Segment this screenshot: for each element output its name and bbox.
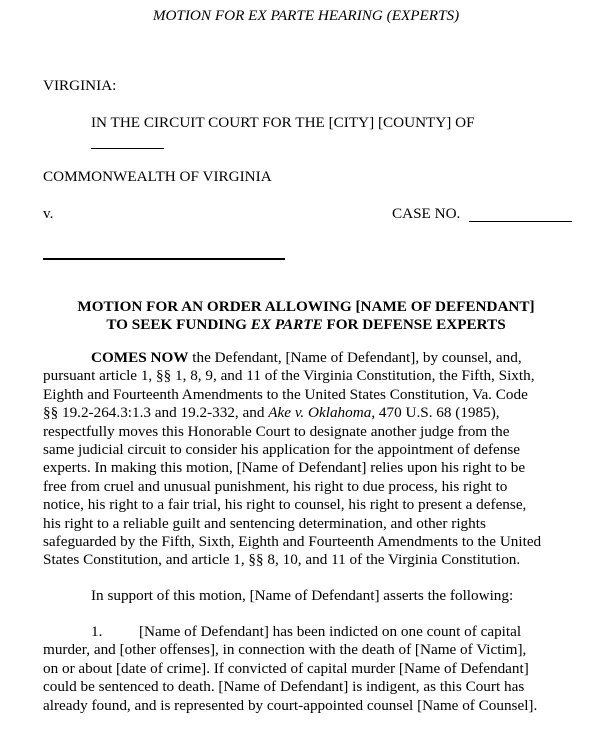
motion-heading [0, 298, 612, 334]
numbered-item-1 [43, 623, 573, 715]
heading-line-2 [0, 316, 612, 334]
text-line [43, 404, 573, 422]
text-run: [Name of Defendant] has been indicted on one count of capital [139, 623, 522, 640]
case-number-label: CASE NO. [392, 205, 461, 222]
text-line: pursuant article 1, §§ 1, 8, 9, and 11 of the Virginia Constitution, the Fifth, Sixth, [43, 367, 535, 385]
text-run: §§ 19.2-264.3:1.3 and 19.2-332, and [43, 404, 269, 422]
defendant-name-blank [43, 258, 285, 260]
text-line: experts. In making this motion, [Name of Defendant] relies upon his right to be [43, 459, 526, 477]
text-line: his right to a reliable guilt and sentencing determination, and other rights [43, 514, 486, 532]
text-line: Eighth and Fourteenth Amendments to the United States Constitution, Va. Code [43, 385, 528, 403]
paragraph-in-support: In support of this motion, [Name of Defendant] asserts the following: [91, 587, 514, 604]
text-line: respectfully moves this Honorable Court to designate another judge from the [43, 422, 510, 440]
running-title: MOTION FOR EX PARTE HEARING (EXPERTS) [152, 7, 460, 24]
text-line: States Constitution, and article 1, §§ 8, 10, and 11 of the Virginia Constitution. [43, 551, 521, 569]
item-number: 1. [91, 623, 103, 640]
caption-state: VIRGINIA: [43, 77, 117, 94]
text-line: free from cruel and unusual punishment, his right to due process, his right to [43, 477, 508, 495]
text-run: the Defendant, [Name of Defendant], by counsel, and, [188, 349, 522, 366]
paragraph-comes-now [43, 349, 573, 570]
case-number-blank [469, 221, 572, 222]
text-line: already found, and is represented by court-appointed counsel [Name of Counsel]. [43, 696, 538, 714]
text-line [43, 349, 573, 367]
heading-italic-text: EX PARTE [250, 316, 323, 333]
court-name-blank [91, 148, 164, 149]
text-line: murder, and [other offenses], in connection with the death of [Name of Victim], [43, 641, 527, 659]
text-run: , 470 U.S. 68 (1985), [371, 404, 500, 422]
case-citation: Ake v. Oklahoma [268, 404, 372, 422]
text-line [43, 623, 573, 641]
caption-versus: v. [43, 205, 54, 222]
text-line: on or about [date of crime]. If convicted of capital murder [Name of Defendant] [43, 659, 529, 677]
caption-plaintiff: COMMONWEALTH OF VIRGINIA [43, 168, 272, 185]
lead-bold-text: COMES NOW [91, 349, 189, 366]
heading-line-1: MOTION FOR AN ORDER ALLOWING [NAME OF DEFENDANT] [77, 298, 535, 315]
text-line: notice, his right to a fair trial, his right to counsel, his right to present a defense, [43, 496, 527, 514]
caption-court: IN THE CIRCUIT COURT FOR THE [CITY] [COUNTY] OF [91, 114, 475, 131]
heading-text: TO SEEK FUNDING [106, 316, 251, 333]
text-line: same judicial circuit to consider his application for the appointment of defense [43, 441, 520, 459]
text-line: safeguarded by the Fifth, Sixth, Eighth and Fourteenth Amendments to the United [43, 533, 542, 551]
text-line: could be sentenced to death. [Name of Defendant] is indigent, as this Court has [43, 678, 525, 696]
heading-text: FOR DEFENSE EXPERTS [322, 316, 506, 333]
